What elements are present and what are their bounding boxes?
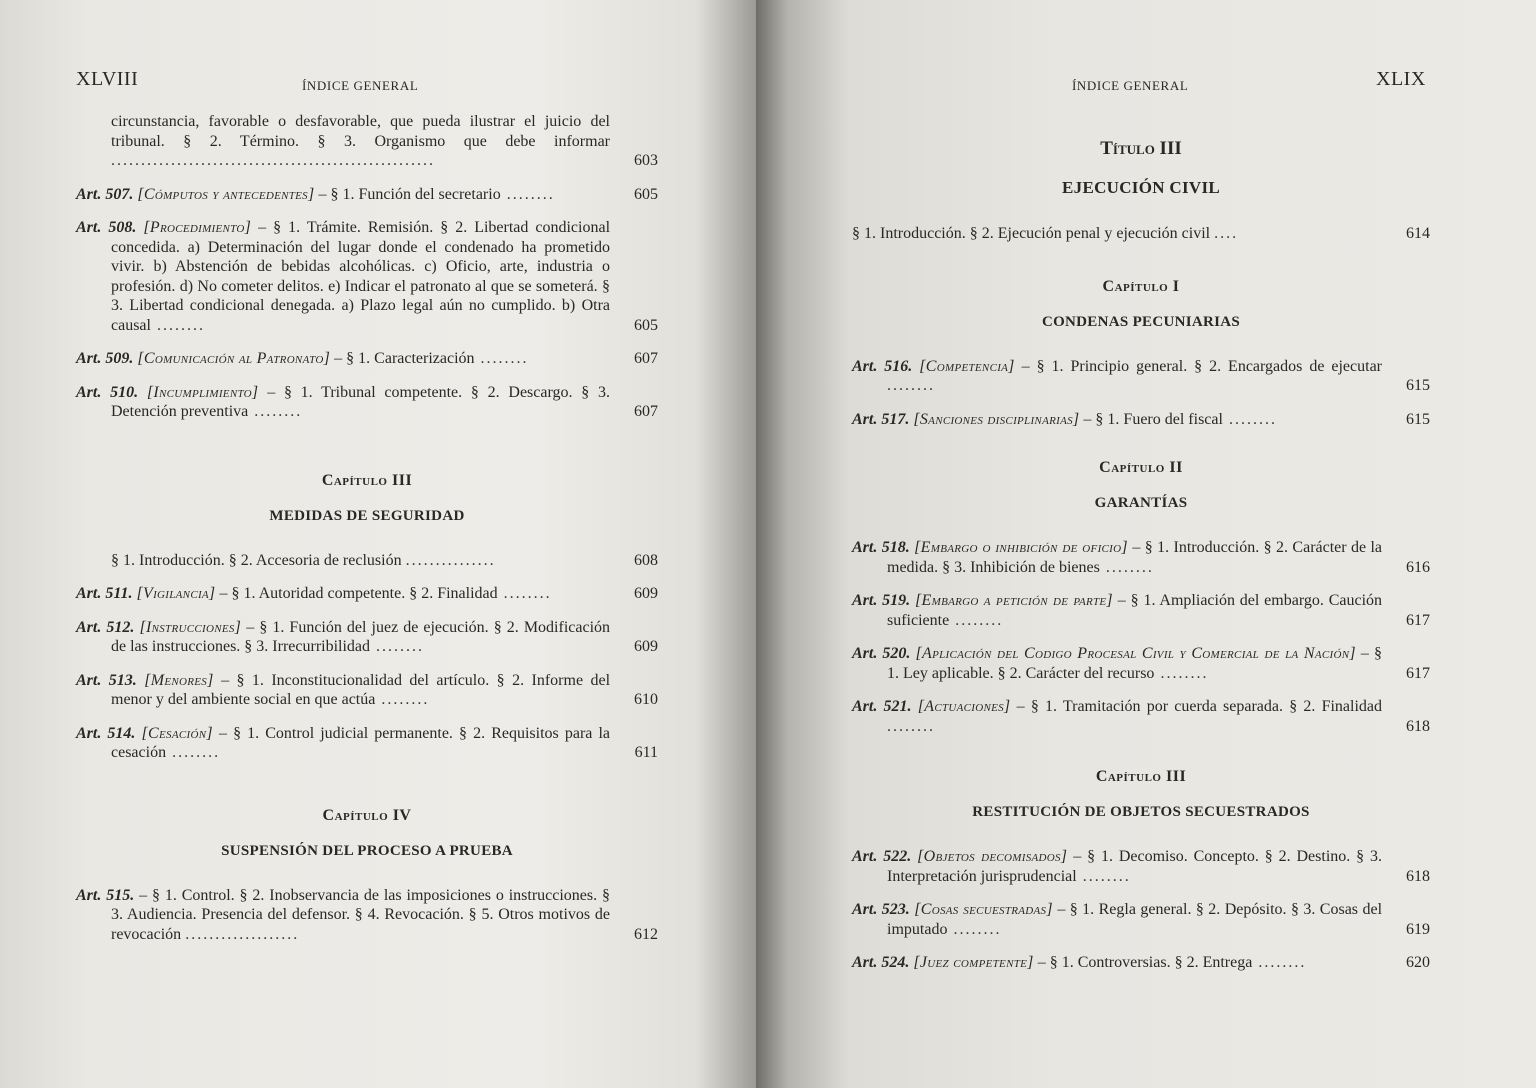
article-text: – § 1. Control judicial permanente. § 2. Requisitos para la cesación (111, 724, 611, 761)
page-ref: 603 (634, 152, 658, 169)
article-text: – § 1. Decomiso. Concepto. § 2. Destino. § 3. Interpretación jurisprudencial (887, 848, 1383, 885)
article-title: [Comunicación al Patronato] (137, 350, 331, 367)
article-entry: Art. 508. [Procedimiento] – § 1. Trámite. Remisión. § 2. Libertad condicional concedida. a) Determinación del lugar donde el condenado ha prometido vivir. b) Abstención de bebidas alcohólicas. c) Oficio, arte, industria o profesión. d) No cometer delitos. e) Indicar el patronato al que se someterá. § 3. Libertad condicional denegada. a) Plazo legal aún no cumplido. b) Otra causal ........ 605 (76, 219, 658, 334)
article-entry: Art. 523. [Cosas secuestradas] – § 1. Regla general. § 2. Depósito. § 3. Cosas del imputado ........ 619 (852, 901, 1430, 938)
section-entry-text: § 1. Introducción. § 2. Ejecución penal y ejecución civil (852, 225, 1211, 242)
chapter-title: GARANTÍAS (1094, 495, 1188, 511)
article-entry: Art. 512. [Instrucciones] – § 1. Función del juez de ejecución. § 2. Modificación de las instrucciones. § 3. Irrecurribilidad ........ 609 (76, 618, 658, 655)
entries-group-b (76, 584, 658, 763)
article-title: [Aplicación del Codigo Procesal Civil y Comercial de la Nación] (915, 645, 1356, 662)
section-entry-text: § 1. Introducción. § 2. Accesoria de reclusión (111, 551, 402, 569)
page-ref: 620 (1406, 954, 1430, 971)
article-entry: Art. 524. [Juez competente] – § 1. Controversias. § 2. Entrega ........ 620 (852, 954, 1430, 971)
article-text: – § 1. Regla general. § 2. Depósito. § 3. Cosas del imputado (887, 901, 1383, 938)
chapter-title: MEDIDAS DE SEGURIDAD (269, 507, 465, 524)
article-title: [Actuaciones] (917, 698, 1011, 715)
page-ref: 609 (634, 638, 658, 655)
continued-entry: circunstancia, favorable o desfavorable, que pueda ilustrar el juicio del tribunal. § 2. Término. § 3. Organismo que debe informar ...................................................... 603 (111, 113, 658, 169)
article-entry: Art. 519. [Embargo a petición de parte] – § 1. Ampliación del embargo. Caución suficiente ........ 617 (852, 592, 1430, 629)
page-ref: 616 (1406, 558, 1430, 576)
title-heading: EJECUCIÓN CIVIL (1062, 178, 1220, 197)
chapter-title: RESTITUCIÓN DE OBJETOS SECUESTRADOS (972, 804, 1310, 820)
article-number: Art. 519. (852, 592, 911, 609)
chapter-title: SUSPENSIÓN DEL PROCESO A PRUEBA (221, 842, 513, 859)
page-ref: 605 (634, 316, 658, 334)
article-entry-515: Art. 515. – § 1. Control. § 2. Inobservancia de las imposiciones o instrucciones. § 3. Audiencia. Presencia del defensor. § 4. Revocación. § 5. Otros motivos de revocación ................... 612 (76, 886, 658, 943)
page-ref: 615 (1406, 377, 1430, 394)
right-content (852, 138, 1430, 987)
page-ref: 617 (1406, 611, 1430, 629)
article-number: Art. 521. (852, 698, 912, 715)
article-entry: Art. 517. [Sanciones disciplinarias] – § 1. Fuero del fiscal ........ 615 (852, 410, 1430, 428)
article-text: – § 1. Controversias. § 2. Entrega (1033, 954, 1253, 971)
chapter-label: Capítulo III (1095, 768, 1187, 785)
article-number: Art. 513. (76, 671, 137, 689)
chapter-title: CONDENAS PECUNIARIAS (1041, 313, 1241, 330)
entries-group-a (76, 185, 658, 422)
page-ref: 614 (1406, 225, 1430, 242)
article-text: – § 1. Fuero del fiscal (1079, 410, 1223, 428)
article-text: – § 1. Autoridad competente. § 2. Finalidad (215, 585, 498, 602)
page-ref: 612 (634, 925, 658, 943)
page-ref: 609 (634, 585, 658, 602)
article-text: – § 1. Principio general. § 2. Encargados de ejecutar (1014, 357, 1383, 375)
section-entry: § 1. Introducción. § 2. Accesoria de reclusión ............... 608 (111, 551, 658, 569)
article-title: [Embargo a petición de parte] (915, 592, 1113, 609)
page-ref: 607 (634, 403, 658, 420)
article-title: [Competencia] (919, 357, 1015, 375)
article-number: Art. 518. (852, 539, 910, 556)
right-page-number: XLIX (1376, 68, 1426, 90)
article-text: – § 1. Función del secretario (314, 185, 501, 203)
article-entry: Art. 514. [Cesación] – § 1. Control judicial permanente. § 2. Requisitos para la cesación ........ 611 (76, 724, 658, 761)
article-entry: Art. 509. [Comunicación al Patronato] – § 1. Caracterización ........ 607 (76, 350, 658, 367)
article-title: [Incumplimiento] (146, 383, 259, 401)
article-text: – § 1. Inconstitucionalidad del artículo. § 2. Informe del menor y del ambiente social en que actúa (111, 671, 611, 708)
article-text: – § 1. Introducción. § 2. Carácter de la medida. § 3. Inhibición de bienes (887, 539, 1383, 576)
article-title: [Cosas secuestradas] (914, 901, 1053, 918)
article-text: – § 1. Control. § 2. Inobservancia de las imposiciones o instrucciones. § 3. Audiencia. Presencia del defensor. § 4. Revocación. § 5. Otros motivos de revocación (111, 886, 611, 943)
entries-group-c1 (852, 357, 1430, 430)
right-running-head: ÍNDICE GENERAL (1072, 78, 1189, 93)
article-number: Art. 508. (76, 219, 137, 236)
article-text: – § 1. Tramitación por cuerda separada. § 2. Finalidad (1010, 698, 1382, 715)
article-entry: Art. 521. [Actuaciones] – § 1. Tramitación por cuerda separada. § 2. Finalidad ........ 618 (852, 698, 1430, 735)
page-ref: 608 (634, 551, 658, 569)
article-number: Art. 517. (852, 410, 910, 428)
article-text: – § 1. Trámite. Remisión. § 2. Libertad condicional concedida. a) Determinación del lugar donde el condenado ha prometido vivir. b) Abstención de bebidas alcohólicas. c) Oficio, arte, industria o profesión. d) No cometer delitos. e) Indicar el patronato al que se someterá. § 3. Libertad condicional denegada. a) Plazo legal aún no cumplido. b) Otra causal (111, 219, 611, 334)
article-title: [Embargo o inhibición de oficio] (914, 539, 1128, 556)
page-ref: 617 (1406, 664, 1430, 682)
article-text: – § 1. Ley aplicable. § 2. Carácter del recurso (887, 645, 1382, 682)
chapter-label: Capítulo III (321, 471, 413, 489)
left-content (76, 112, 658, 958)
article-title: [Objetos decomisados] (917, 848, 1068, 865)
section-entry: § 1. Introducción. § 2. Ejecución penal y ejecución civil .... 614 (852, 225, 1430, 242)
chapter-label: Capítulo I (1102, 277, 1180, 295)
article-text: – § 1. Función del juez de ejecución. § 2. Modificación de las instrucciones. § 3. Irrecurribilidad (111, 618, 611, 655)
article-number: Art. 507. (76, 185, 134, 203)
article-title: [Juez competente] (913, 954, 1034, 971)
article-title: [Instrucciones] (139, 618, 242, 636)
article-number: Art. 523. (852, 901, 910, 918)
article-text: – § 1. Caracterización (330, 350, 475, 367)
article-entry: Art. 510. [Incumplimiento] – § 1. Tribunal competente. § 2. Descargo. § 3. Detención preventiva ........ 607 (76, 383, 658, 420)
article-number: Art. 524. (852, 954, 910, 971)
page-ref: 619 (1406, 920, 1430, 938)
article-number: Art. 514. (76, 724, 136, 742)
article-title: [Vigilancia] (136, 585, 216, 602)
article-title: [Cesación] (141, 724, 213, 742)
article-number: Art. 509. (76, 350, 134, 367)
left-running-head: ÍNDICE GENERAL (302, 78, 419, 93)
article-number: Art. 510. (76, 383, 139, 401)
article-number: Art. 520. (852, 645, 911, 662)
page-ref: 615 (1406, 410, 1430, 428)
page-ref: 607 (634, 350, 658, 367)
continued-entry-text: circunstancia, favorable o desfavorable, que pueda ilustrar el juicio del tribunal. § 2. Término. § 3. Organismo que debe informar (111, 113, 610, 150)
page-ref: 618 (1406, 867, 1430, 885)
article-number: Art. 512. (76, 618, 135, 636)
article-title: [Menores] (144, 671, 214, 689)
article-title: [Procedimiento] (143, 219, 252, 236)
article-text: – § 1. Tribunal competente. § 2. Descargo. § 3. Detención preventiva (111, 383, 611, 420)
article-entry: Art. 522. [Objetos decomisados] – § 1. Decomiso. Concepto. § 2. Destino. § 3. Interpretación jurisprudencial ........ 618 (852, 848, 1430, 885)
entries-group-c2 (852, 538, 1430, 736)
article-title: [Sanciones disciplinarias] (913, 410, 1080, 428)
article-number: Art. 511. (76, 585, 133, 602)
left-page (0, 0, 756, 1088)
article-title: [Cómputos y antecedentes] (137, 185, 315, 203)
article-entry: Art. 511. [Vigilancia] – § 1. Autoridad competente. § 2. Finalidad ........ 609 (76, 585, 658, 602)
chapter-label: Capítulo II (1099, 459, 1183, 476)
page-ref: 610 (634, 691, 658, 708)
article-number: Art. 522. (852, 848, 912, 865)
page-ref: 611 (634, 744, 658, 761)
page-ref: 605 (634, 185, 658, 203)
entries-group-c3 (852, 847, 1430, 973)
article-entry: Art. 520. [Aplicación del Codigo Procesal Civil y Comercial de la Nación] – § 1. Ley aplicable. § 2. Carácter del recurso ........ 617 (852, 645, 1430, 682)
article-entry: Art. 507. [Cómputos y antecedentes] – § 1. Función del secretario ........ 605 (76, 185, 658, 203)
page-ref: 618 (1406, 717, 1430, 735)
right-page (756, 0, 1536, 1088)
title-label: Título III (1100, 138, 1182, 159)
chapter-label: Capítulo IV (322, 806, 412, 824)
article-entry: Art. 513. [Menores] – § 1. Inconstitucionalidad del artículo. § 2. Informe del menor y del ambiente social en que actúa ........ 610 (76, 671, 658, 708)
article-number: Art. 515. (76, 886, 135, 904)
article-number: Art. 516. (852, 357, 913, 375)
article-entry: Art. 516. [Competencia] – § 1. Principio general. § 2. Encargados de ejecutar ........ 615 (852, 357, 1430, 394)
article-text: – § 1. Ampliación del embargo. Caución suficiente (887, 592, 1383, 629)
article-entry: Art. 518. [Embargo o inhibición de oficio] – § 1. Introducción. § 2. Carácter de la medida. § 3. Inhibición de bienes ........ 616 (852, 539, 1430, 576)
left-page-number: XLVIII (76, 68, 139, 90)
